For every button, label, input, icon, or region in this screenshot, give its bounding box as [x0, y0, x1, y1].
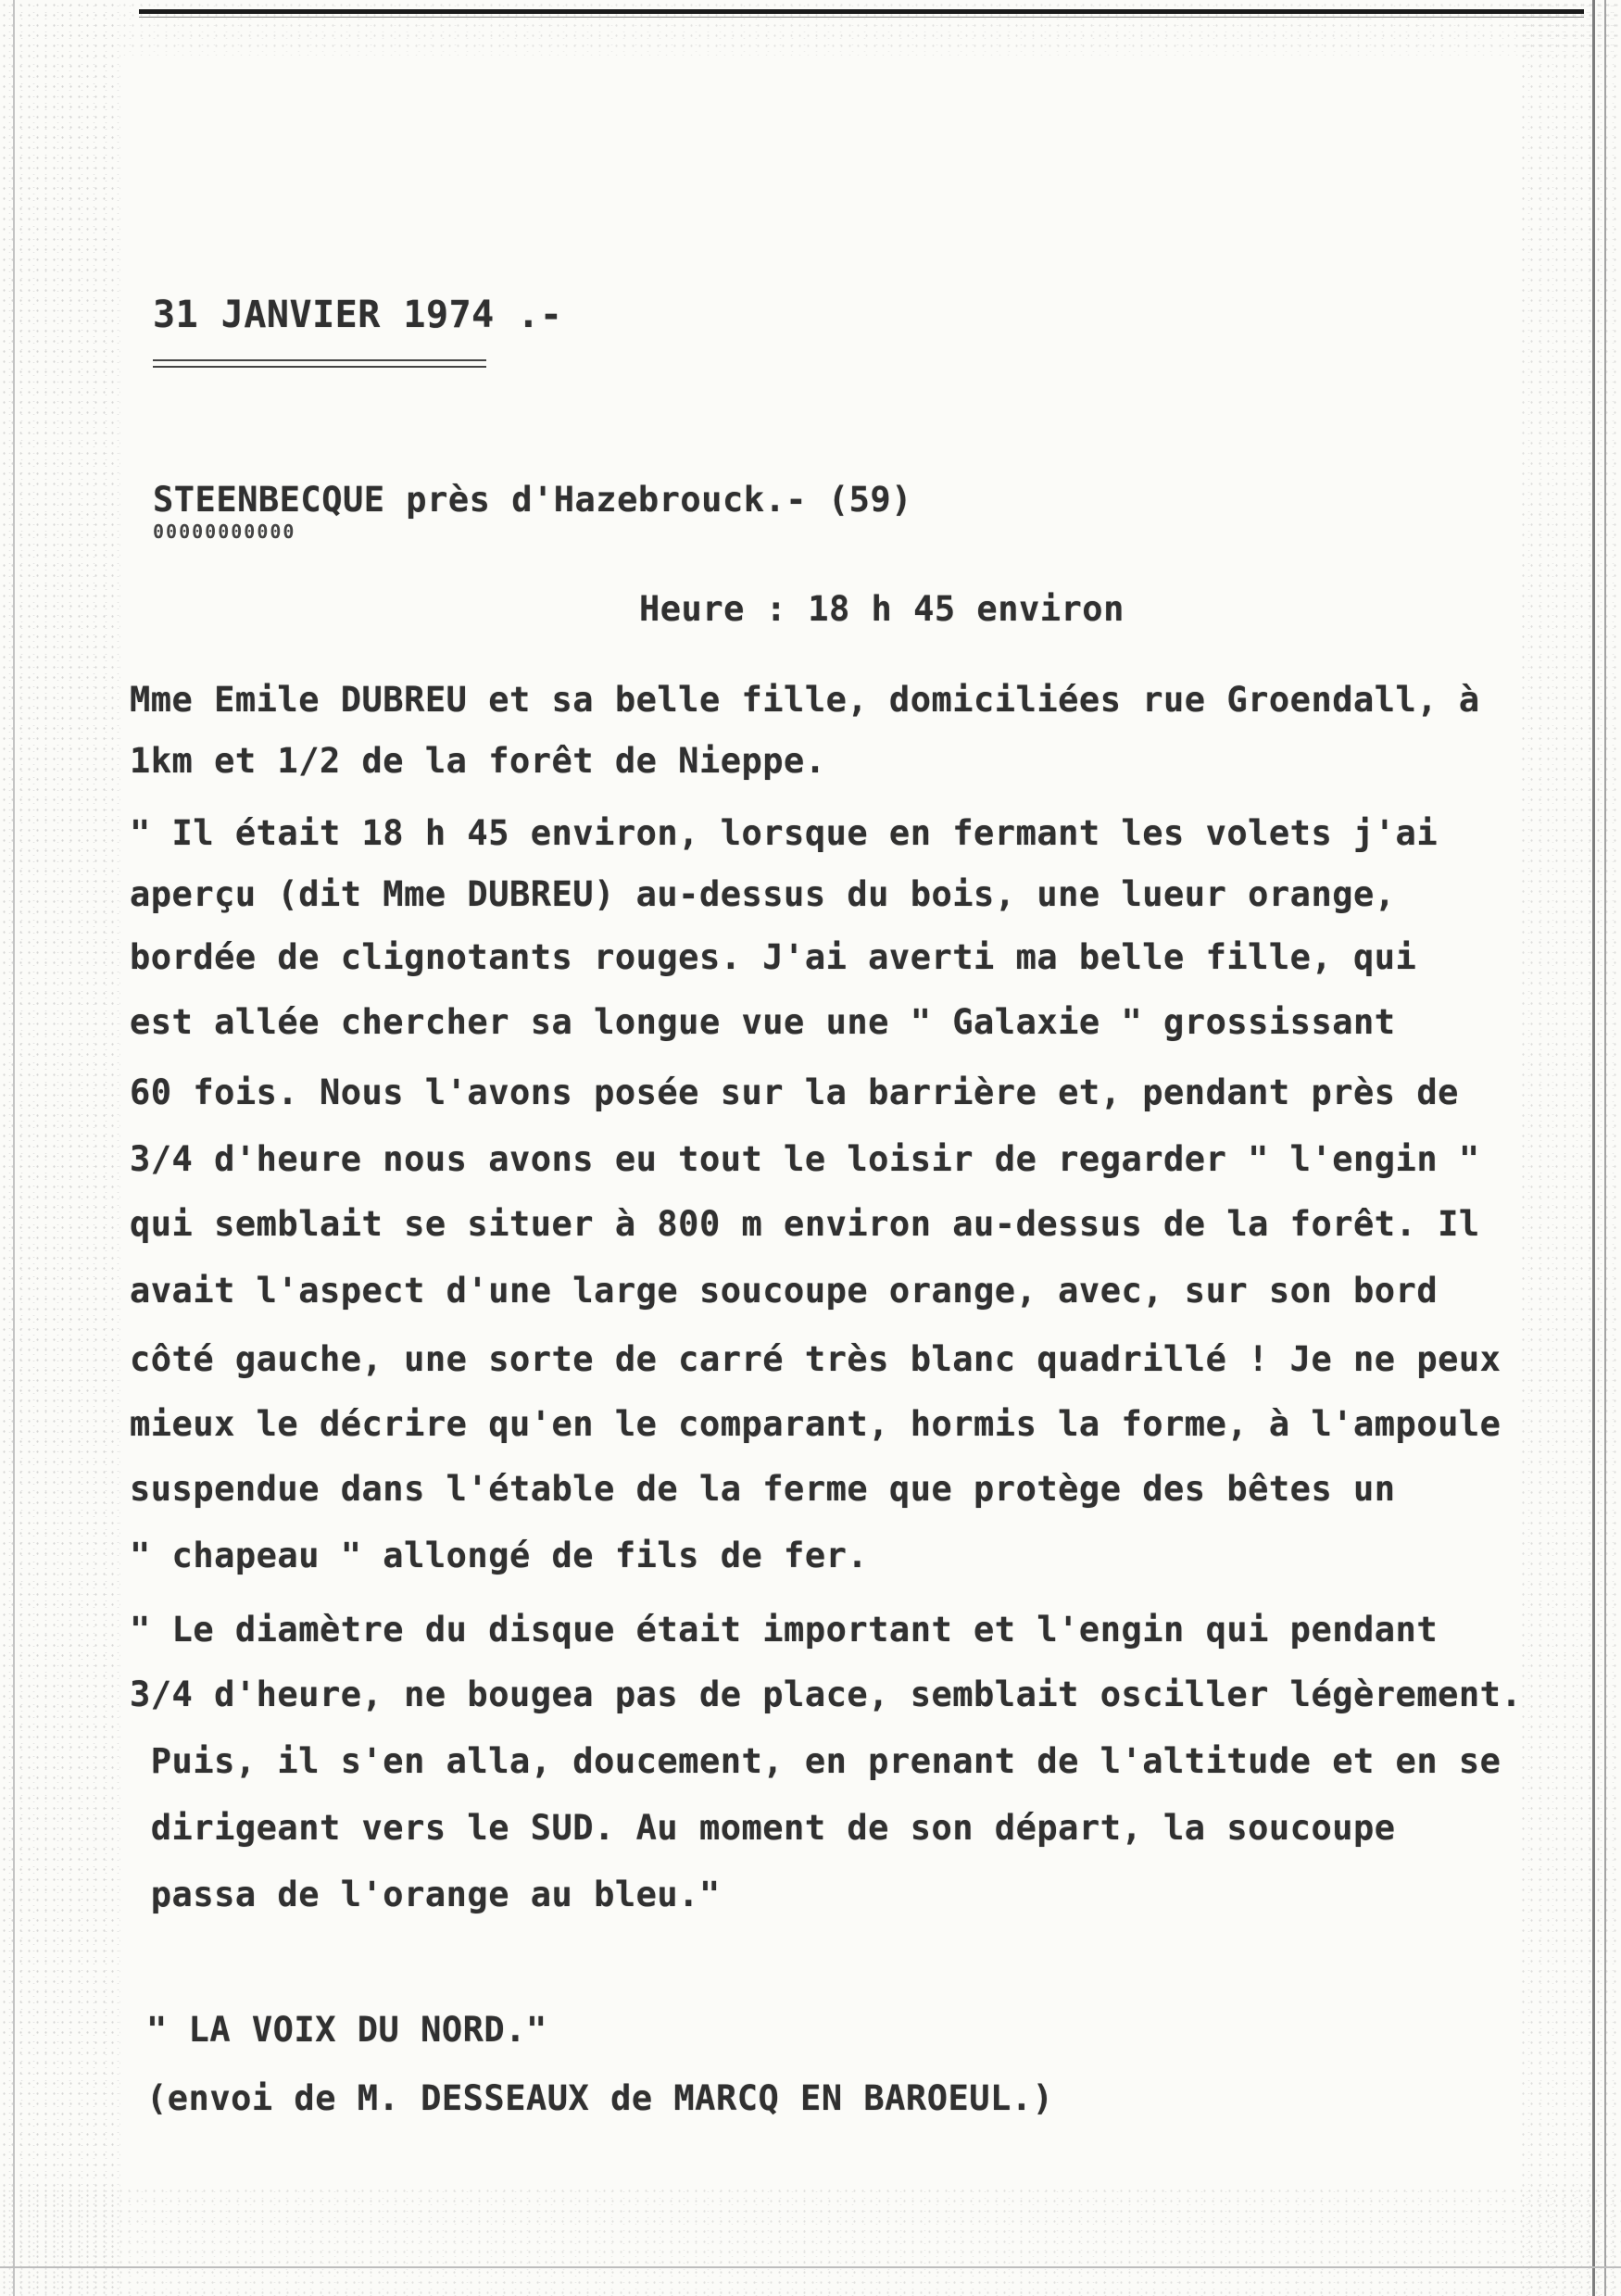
body-line: suspendue dans l'étable de la ferme que protège des bêtes un [130, 1469, 1396, 1509]
body-line: 1km et 1/2 de la forêt de Nieppe. [130, 741, 826, 781]
sender-note: (envoi de M. DESSEAUX de MARCQ EN BAROEUL.) [146, 2078, 1054, 2118]
body-line: 3/4 d'heure, ne bougea pas de place, semblait osciller légèrement. [130, 1675, 1523, 1714]
body-line: 60 fois. Nous l'avons posée sur la barrière et, pendant près de [130, 1073, 1459, 1112]
body-line: 3/4 d'heure nous avons eu tout le loisir de regarder " l'engin " [130, 1139, 1480, 1179]
right-edge-line-thin [1604, 0, 1606, 2296]
document-place: STEENBECQUE près d'Hazebrouck.- (59) [153, 480, 912, 520]
scan-noise-top [120, 0, 1621, 56]
place-underline: 00000000000 [153, 521, 296, 543]
body-line: avait l'aspect d'une large soucoupe orange, avec, sur son bord [130, 1271, 1439, 1311]
body-line: mieux le décrire qu'en le comparant, hormis la forme, à l'ampoule [130, 1404, 1502, 1444]
scan-noise-bottom [0, 2186, 1621, 2296]
document-time: Heure : 18 h 45 environ [639, 589, 1125, 629]
body-line: Puis, il s'en alla, doucement, en prenant de l'altitude et en se [130, 1741, 1502, 1781]
body-line: bordée de clignotants rouges. J'ai averti ma belle fille, qui [130, 937, 1417, 977]
body-line: Mme Emile DUBREU et sa belle fille, domiciliées rue Groendall, à [130, 680, 1480, 720]
body-line: aperçu (dit Mme DUBREU) au-dessus du bois, une lueur orange, [130, 874, 1396, 914]
body-line: " chapeau " allongé de fils de fer. [130, 1536, 869, 1575]
body-line: passa de l'orange au bleu." [130, 1875, 721, 1914]
top-border-line [139, 9, 1584, 14]
body-line: côté gauche, une sorte de carré très blanc quadrillé ! Je ne peux [130, 1339, 1502, 1379]
body-line: qui semblait se situer à 800 m environ au-dessus de la forêt. Il [130, 1204, 1480, 1244]
date-underline [153, 359, 486, 368]
scan-noise-left [0, 0, 120, 2296]
source-newspaper: " LA VOIX DU NORD." [146, 2010, 547, 2050]
right-edge-line [1592, 0, 1595, 2296]
body-line: " Le diamètre du disque était important et l'engin qui pendant [130, 1610, 1439, 1650]
body-line: est allée chercher sa longue vue une " Galaxie " grossissant [130, 1002, 1396, 1042]
document-date: 31 JANVIER 1974 .- [153, 294, 563, 336]
left-edge-line [13, 0, 15, 2296]
body-line: dirigeant vers le SUD. Au moment de son départ, la soucoupe [130, 1808, 1396, 1848]
top-border-line-thin [139, 17, 1584, 18]
body-line: " Il était 18 h 45 environ, lorsque en fermant les volets j'ai [130, 813, 1439, 853]
bottom-edge-line [0, 2266, 1621, 2268]
